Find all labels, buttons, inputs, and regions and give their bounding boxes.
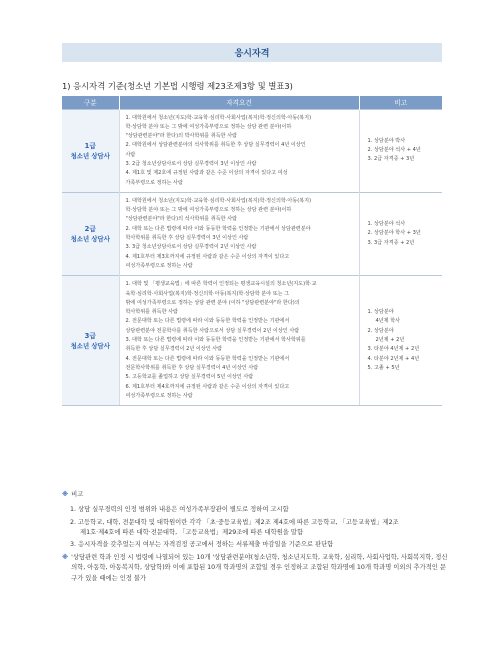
requirement-line: 학사학위를 취득한 후 상담 실무경력이 3년 이상인 사람 <box>125 235 249 242</box>
grade-level: 2급 <box>84 225 96 234</box>
qualification-table <box>62 96 442 406</box>
requirement-line: 여성가족부령으로 정하는 사람 <box>125 262 193 269</box>
subtitle: 1) 응시자격 기준(청소년 기본법 시행령 제23조제3항 및 별표3) <box>62 81 293 91</box>
grade-title: 청소년 상담사 <box>70 341 110 350</box>
grade-cell <box>62 109 119 192</box>
table-row <box>62 192 442 275</box>
requirement-line: 취득한 후 상담 실무경력이 2년 이상인 사람 <box>125 346 223 353</box>
table-row <box>62 276 442 406</box>
requirement-line: 1. 대학원에서 청소년(지도)학·교육학·심리학·사회사업(복지)학·정신의학·아동(복지) <box>125 114 312 121</box>
requirement-line: 4. 제1호 및 제2호에 규정된 사람과 같은 수준 이상의 자격이 있다고 여성 <box>125 170 288 177</box>
grade-title: 청소년 상담사 <box>70 235 110 244</box>
note-line: 5. 고졸 + 5년 <box>367 364 400 371</box>
requirement-line: 4. 제1호부터 제3호까지에 규정된 사람과 같은 수준 이상의 자격이 있다고 <box>125 253 290 260</box>
requirement-line: 사람 <box>125 151 136 158</box>
remark-item: 3. 응시자격을 갖추었는지 여부는 자격검정 공고에서 정하는 서류제출 마감일을 기준으로 판단함 <box>70 541 334 548</box>
reference-mark-icon: ※ <box>62 491 69 498</box>
remark-item: 2. 고등학교, 대학, 전문대학 및 대학원이란 각각 「초·중등교육법」제2조 제4호에 따른 고등학교, 「고등교육법」제2조 <box>70 518 399 526</box>
requirement-line: 학사학위를 취득한 사람 <box>125 309 178 316</box>
requirement-line: 2. 대학 또는 다른 법령에 따라 이와 동등한 학력을 인정받는 기관에서 상담관련분야 <box>125 225 311 232</box>
grade-cell <box>62 192 119 275</box>
grade-cell <box>62 276 119 406</box>
grade-title: 청소년 상담사 <box>70 151 110 160</box>
remark-item: 제1호·제4호에 따른 대학·전문대학, 「고등교육법」제29조에 따른 대학원을 말함 <box>80 528 304 536</box>
note-line: 4년제 학사 <box>375 318 401 325</box>
requirements-cell <box>119 276 359 406</box>
header-notes: 비고 <box>359 96 442 109</box>
requirement-line: 6. 제1호부터 제4호까지에 규정된 사람과 같은 수준 이상의 자격이 있다고 <box>125 383 290 390</box>
requirement-line: 2. 대학원에서 상담관련분야의 석사학위를 취득한 후 상담 실무경력이 4년 이상인 <box>125 142 306 149</box>
requirements-cell <box>119 109 359 192</box>
notes-cell <box>359 276 442 406</box>
requirement-line: 가족부령으로 정하는 사람 <box>125 179 183 186</box>
notes-cell <box>359 192 442 275</box>
requirement-line: 상담관련분야 전문학사를 취득한 사람으로서 상담 실무경력이 2년 이상인 사람 <box>125 327 300 334</box>
requirement-line: 3. 대학 또는 다른 법령에 따라 이와 동등한 학력을 인정받는 기관에서 학사학위를 <box>125 337 306 344</box>
requirement-line: 학·상담학 분야 또는 그 밖에 여성가족부령으로 정하는 상담 관련 분야(이하 <box>125 207 292 214</box>
note-line: 1. 상담분야 박사 <box>367 137 406 144</box>
header-requirements: 자격요건 <box>119 96 359 109</box>
note-line: 2. 상담분야 학사 + 3년 <box>367 230 421 237</box>
requirement-line: 1. 대학원에서 청소년(지도)학·교육학·심리학·사회사업(복지)학·정신의학·아동(복지) <box>125 197 312 204</box>
note-line: 4. 타분야 2년제 + 4년 <box>367 355 420 362</box>
requirement-line: 여성가족부령으로 정하는 사람 <box>125 392 193 399</box>
reference-mark-icon: ※ <box>62 553 69 561</box>
requirement-line: "상담관련분야"라 한다)의 석사학위를 취득한 사람 <box>125 216 238 223</box>
requirement-line: 밖에 여성가족부령으로 정하는 상담 관련 분야 (이하 "상담관련분야"라 한다)의 <box>125 299 300 306</box>
header-category: 구분 <box>62 96 119 109</box>
requirement-line: 4. 전문대학 또는 다른 법령에 따라 이와 동등한 학력을 인정받는 기관에서 <box>125 355 290 362</box>
requirement-line: 5. 고등학교를 졸업하고 상담 실무경력이 5년 이상인 사람 <box>125 374 254 381</box>
note-line: 2년제 + 2년 <box>375 337 405 344</box>
remarks-section <box>62 490 452 584</box>
note-line: 2. 상담분야 석사 + 4년 <box>367 147 421 154</box>
requirement-line: 3. 2급 청소년상담사로서 상담 실무경력이 3년 이상인 사람 <box>125 160 257 167</box>
table-row <box>62 109 442 192</box>
note-line: 1. 상담분야 <box>367 309 394 316</box>
remark-item: 1. 상담 실무경력의 인정 범위와 내용은 여성가족부장관이 별도로 정하여 고시함 <box>70 506 289 513</box>
requirement-line: 3. 3급 청소년상담사로서 상담 실무경력이 2년 이상인 사람 <box>125 244 257 251</box>
grade-level: 1급 <box>84 141 96 150</box>
requirement-line: 학·상담학 분야 또는 그 밖에 여성가족부령으로 정하는 상담 관련 분야(이하 <box>125 123 292 130</box>
related-field-note <box>62 553 452 585</box>
section-title: 응시자격 <box>62 43 442 62</box>
remarks-heading <box>62 490 452 500</box>
requirements-cell <box>119 192 359 275</box>
requirement-line: 육학·심리학·사회사업(복지)학·정신의학·아동(복지)학·상담학 분야 또는 그 <box>125 290 290 297</box>
note-line: 2. 상담분야 <box>367 327 394 334</box>
requirement-line: 2. 전문대학 또는 다른 법령에 따라 이와 동등한 학력을 인정받는 기관에서 <box>125 318 290 325</box>
related-field-note-text: '상담관련 학과 인정 시 법령에 나열되어 있는 10개 '상담관련분야(청소년학, 청소년지도학, 교육학, 심리학, 사회사업학, 사회복지학, 정신의학, 아동학, 아동복지학, 상담학)와 이에 포함된 10개 학과명의 조합일 경우 인정하고 조합된 학과명에 10개 학과명 이외의 추가적인 문구가 있을 때에는 인정 불가 <box>71 553 448 582</box>
note-line: 3. 2급 자격증 + 3년 <box>367 156 415 163</box>
notes-cell <box>359 109 442 192</box>
requirement-line: "상담관련분야"라 한다)의 박사학위를 취득한 사람 <box>125 133 238 140</box>
note-line: 3. 3급 자격증 + 2년 <box>367 239 415 246</box>
note-line: 3. 타분야 4년제 + 2년 <box>367 346 420 353</box>
grade-level: 3급 <box>84 331 96 340</box>
requirement-line: 1. 대학 및 「평생교육법」에 따른 학력이 인정되는 평생교육시설의 청소년(지도)학·교 <box>125 281 317 288</box>
note-line: 1. 상담분야 석사 <box>367 221 406 228</box>
remarks-title: 비고 <box>71 491 84 498</box>
requirement-line: 전문학사학위를 취득한 후 상담 실무경력이 4년 이상인 사람 <box>125 364 259 371</box>
